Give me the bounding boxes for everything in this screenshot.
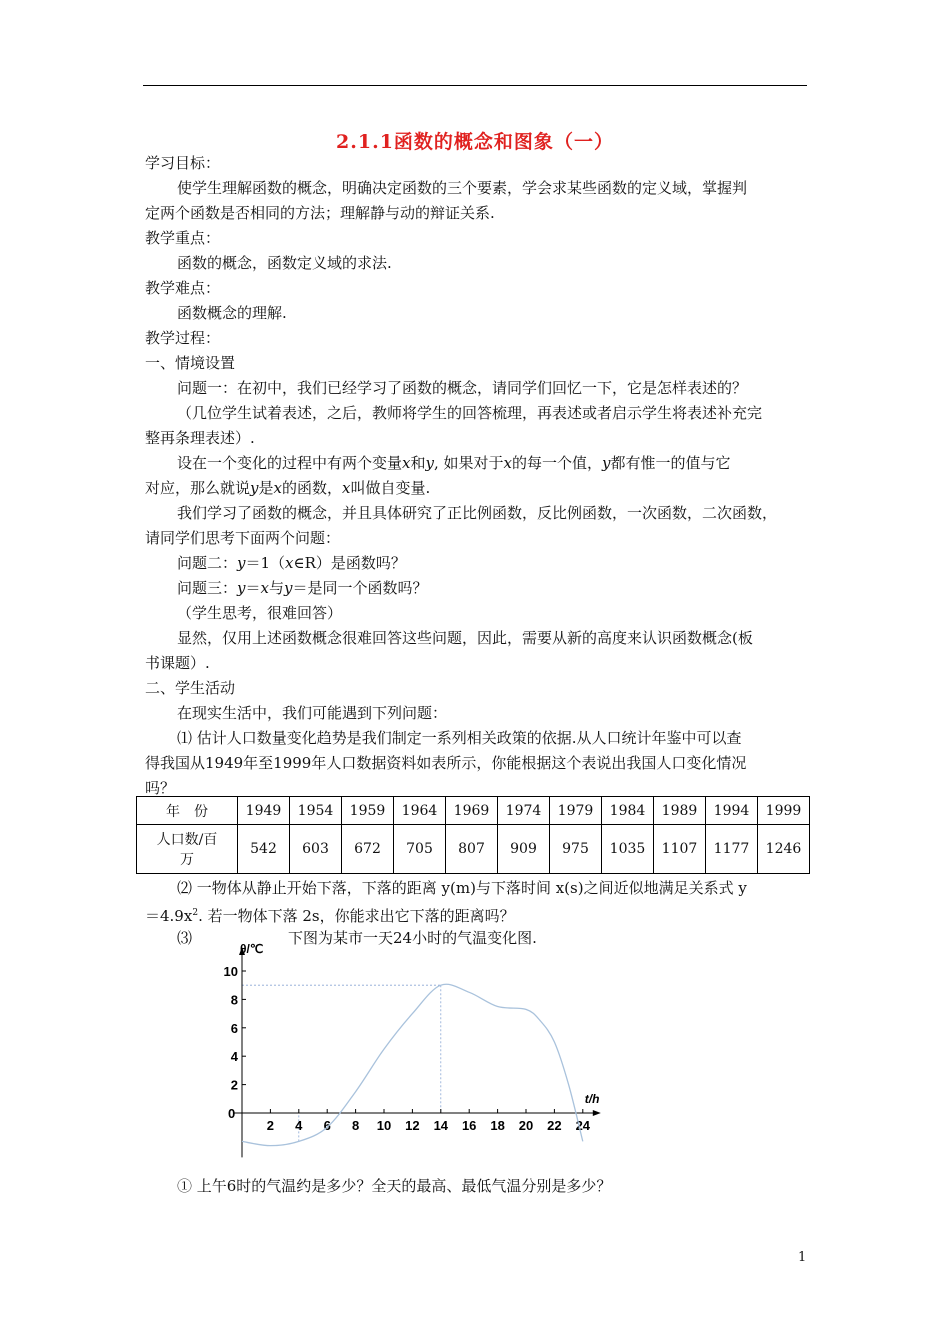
year-cell: 1969 <box>446 797 498 825</box>
goals-heading: 学习目标： <box>145 154 221 172</box>
origin-label: 0 <box>228 1106 236 1121</box>
year-cell: 1989 <box>654 797 706 825</box>
population-cell: 603 <box>290 825 342 874</box>
x-tick-label: 18 <box>490 1118 505 1133</box>
x-tick-label: 24 <box>575 1118 591 1133</box>
paragraph-3-line-1: 显然，仅用上述函数概念很难回答这些问题，因此，需要从新的高度来认识函数概念(板 <box>177 629 753 647</box>
example-1-line-2: 得我国从1949年至1999年人口数据资料如表所示，你能根据这个表说出我国人口变化情况 <box>145 754 747 772</box>
paragraph-2-line-2: 请同学们思考下面两个问题： <box>145 529 341 547</box>
difficulty-heading: 教学难点： <box>145 279 221 297</box>
population-cell: 807 <box>446 825 498 874</box>
temperature-chart <box>220 938 620 1168</box>
population-cell: 1177 <box>706 825 758 874</box>
table-row <box>137 797 810 825</box>
focus-text: 函数的概念，函数定义域的求法. <box>177 254 392 272</box>
section-1-heading: 一、情境设置 <box>145 354 236 372</box>
process-heading: 教学过程： <box>145 329 221 347</box>
answer-1-line-1: （几位学生试着表述，之后，教师将学生的回答梳理，再表述或者启示学生将表述补充完 <box>177 404 763 422</box>
chart-ticks <box>224 964 591 1133</box>
population-table <box>136 796 810 874</box>
year-cell: 1984 <box>602 797 654 825</box>
paragraph-2-line-1: 我们学习了函数的概念，并且具体研究了正比例函数，反比例函数，一次函数，二次函数， <box>177 504 778 522</box>
population-cell: 672 <box>342 825 394 874</box>
page-title: 2.1.1函数的概念和图象（一） <box>336 131 614 153</box>
y-tick-label: 10 <box>223 964 238 979</box>
paragraph-4: 在现实生活中，我们可能遇到下列问题： <box>177 704 448 722</box>
year-cell: 1974 <box>498 797 550 825</box>
paragraph-3-line-2: 书课题）. <box>145 654 210 672</box>
header-rule <box>143 85 807 86</box>
y-tick-label: 6 <box>230 1020 238 1036</box>
population-cell: 705 <box>394 825 446 874</box>
population-cell: 909 <box>498 825 550 874</box>
page-number: 1 <box>798 1250 807 1265</box>
x-tick-label: 10 <box>376 1118 392 1133</box>
x-tick-label: 20 <box>518 1118 534 1133</box>
x-tick-label: 2 <box>266 1118 275 1133</box>
table-row <box>137 825 810 874</box>
table-header-label: 年 份 <box>137 797 238 825</box>
example-3-text: 下图为某市一天24小时的气温变化图. <box>288 929 537 947</box>
definition-line-1: 设在一个变化的过程中有两个变量x和y, 如果对于x的每一个值，y都有惟一的值与它 <box>177 454 731 472</box>
x-tick-label: 22 <box>547 1118 562 1133</box>
population-cell: 542 <box>238 825 290 874</box>
focus-heading: 教学重点： <box>145 229 221 247</box>
x-tick-label: 8 <box>351 1118 360 1133</box>
goals-line-2: 定两个函数是否相同的方法；理解静与动的辩证关系. <box>145 204 495 222</box>
question-2: 问题二：y＝1（x∈R）是函数吗？ <box>177 554 406 572</box>
question-1: 问题一：在初中，我们已经学习了函数的概念，请同学们回忆一下，它是怎样表述的？ <box>177 379 748 397</box>
x-tick-label: 16 <box>461 1118 477 1133</box>
difficulty-text: 函数概念的理解. <box>177 304 287 322</box>
year-cell: 1954 <box>290 797 342 825</box>
y-tick-label: 2 <box>230 1077 238 1093</box>
definition-line-2: 对应，那么就说y是x的函数，x叫做自变量. <box>145 479 431 497</box>
question-3: 问题三：y＝x与y＝是同一个函数吗？ <box>177 579 428 597</box>
population-cell: 1246 <box>758 825 810 874</box>
x-tick-label: 12 <box>405 1118 420 1133</box>
population-cell: 1107 <box>654 825 706 874</box>
answer-1-line-2: 整再条理表述）. <box>145 429 255 447</box>
year-cell: 1959 <box>342 797 394 825</box>
year-cell: 1994 <box>706 797 758 825</box>
year-cell: 1999 <box>758 797 810 825</box>
example-3-number: ⑶ <box>177 929 193 947</box>
year-cell: 1964 <box>394 797 446 825</box>
x-axis-arrow <box>593 1110 601 1116</box>
x-axis-label: t/h <box>584 1092 600 1106</box>
x-tick-label: 4 <box>295 1118 303 1133</box>
population-cell: 1035 <box>602 825 654 874</box>
population-cell: 975 <box>550 825 602 874</box>
example-1-line-3: 吗？ <box>145 779 176 797</box>
y-axis-label: θ/℃ <box>240 942 264 956</box>
example-2-line-2: $=4.9x^2$. 若一物体下落 2s，你能求出它下落的距离吗？ <box>145 907 515 925</box>
x-tick-label: 6 <box>323 1118 331 1133</box>
y-tick-label: 4 <box>230 1049 238 1065</box>
goals-line-1: 使学生理解函数的概念，明确决定函数的三个要素，学会求某些函数的定义域，掌握判 <box>177 179 748 197</box>
year-cell: 1949 <box>238 797 290 825</box>
example-2-line-1: ⑵ 一物体从静止开始下落，下落的距离 y(m)与下落时间 x(s)之间近似地满足关系式 y <box>177 879 747 897</box>
table-row-label: 人口数/百 万 <box>137 825 238 874</box>
question-last: ① 上午6时的气温约是多少？全天的最高、最低气温分别是多少？ <box>177 1177 612 1195</box>
x-tick-label: 14 <box>433 1118 449 1133</box>
y-tick-label: 8 <box>230 992 238 1008</box>
student-thinking: （学生思考，很难回答） <box>177 604 343 622</box>
year-cell: 1979 <box>550 797 602 825</box>
section-2-heading: 二、学生活动 <box>145 679 236 697</box>
example-1-line-1: ⑴ 估计人口数量变化趋势是我们制定一系列相关政策的依据.从人口统计年鉴中可以查 <box>177 729 742 747</box>
